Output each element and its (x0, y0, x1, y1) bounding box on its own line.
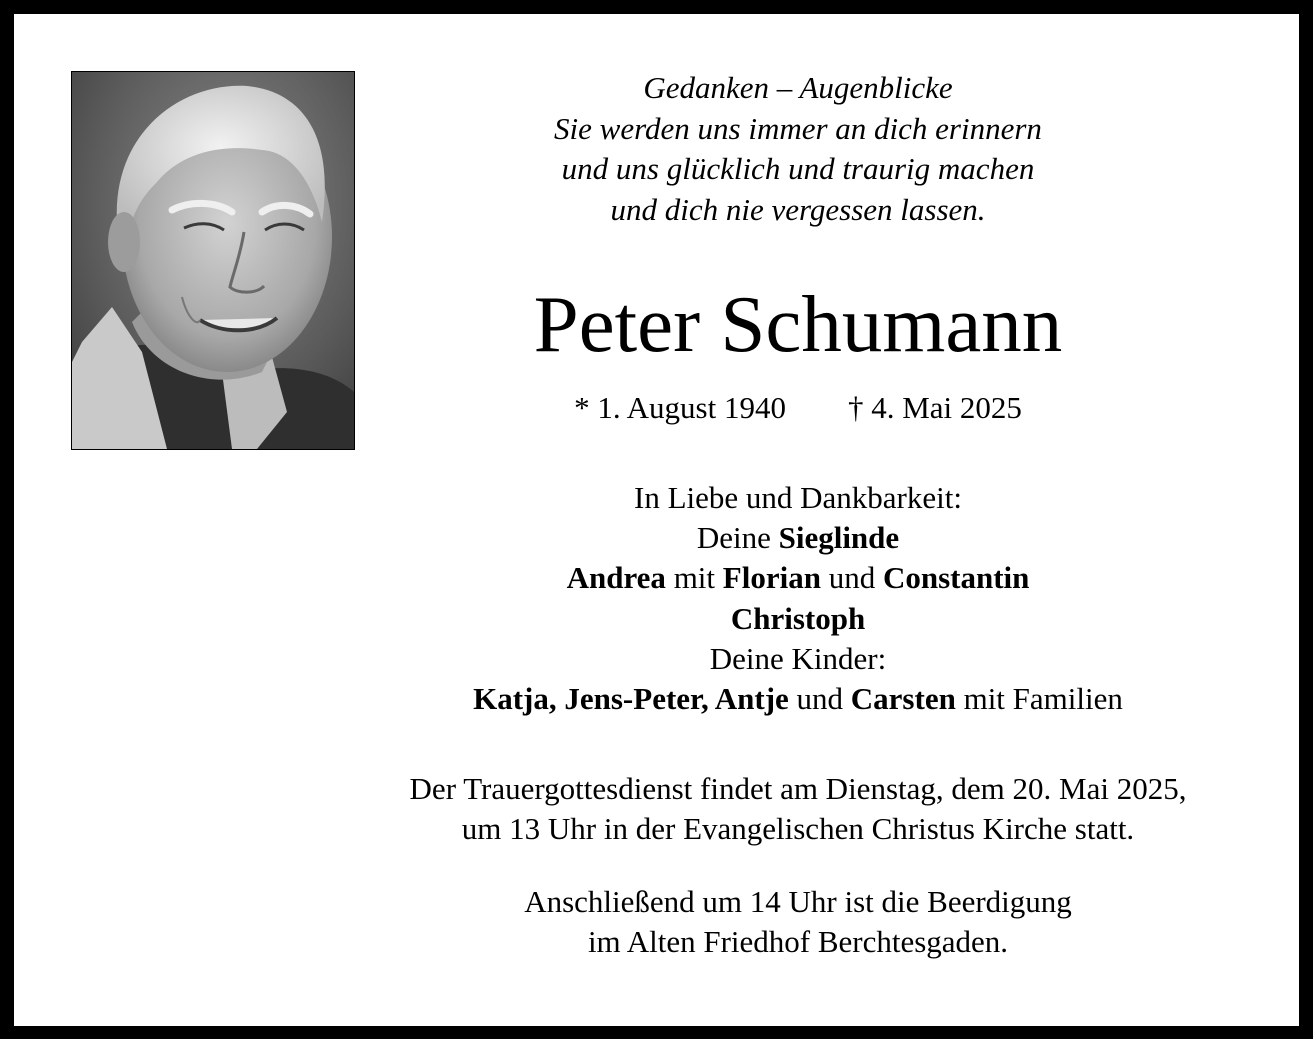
mourners-text: Deine (696, 520, 779, 556)
portrait-photo (71, 71, 355, 450)
mourner-name: Andrea (566, 560, 666, 596)
mourners-text: mit Familien (955, 681, 1123, 717)
verse-line: und uns glücklich und traurig machen (561, 151, 1035, 186)
mourners-line: Deine Kinder: (709, 640, 887, 676)
mourner-name: Sieglinde (778, 520, 900, 556)
verse-line: und dich nie vergessen lassen. (610, 191, 986, 227)
death-date: † 4. Mai 2025 (847, 390, 1022, 425)
memorial-verse (370, 68, 1226, 230)
service-info (370, 769, 1226, 849)
mourner-name: Constantin (882, 560, 1030, 596)
deceased-name: Peter Schumann (533, 279, 1063, 369)
verse-line: Sie werden uns immer an dich erinnern (554, 110, 1042, 146)
service-line: um 13 Uhr in der Evangelischen Christus Kirche statt. (461, 811, 1135, 846)
burial-info (370, 882, 1226, 962)
burial-line: im Alten Friedhof Berchtesgaden. (587, 924, 1009, 959)
mourners-line (370, 599, 1226, 639)
life-dates (370, 388, 1226, 428)
verse-line: Gedanken – Augenblicke (643, 70, 953, 105)
burial-line: Anschließend um 14 Uhr ist die Beerdigung (524, 884, 1072, 919)
mourner-name: Katja, Jens-Peter, Antje (473, 681, 789, 717)
mourners-line (370, 518, 1226, 558)
mourner-name: Florian (722, 560, 821, 596)
mourners-line (370, 679, 1226, 719)
mourner-name: Christoph (730, 600, 866, 636)
mourners-intro: In Liebe und Dankbarkeit: (634, 480, 962, 515)
service-line: Der Trauergottesdienst findet am Dienstag, dem 20. Mai 2025, (409, 771, 1187, 806)
mourners-text: mit (665, 560, 723, 596)
mourners-line (370, 558, 1226, 598)
mourners-list (370, 478, 1226, 719)
mourner-name: Carsten (850, 681, 956, 717)
birth-date: * 1. August 1940 (574, 390, 786, 425)
mourners-text: und (820, 560, 883, 596)
mourners-text: und (788, 681, 851, 717)
